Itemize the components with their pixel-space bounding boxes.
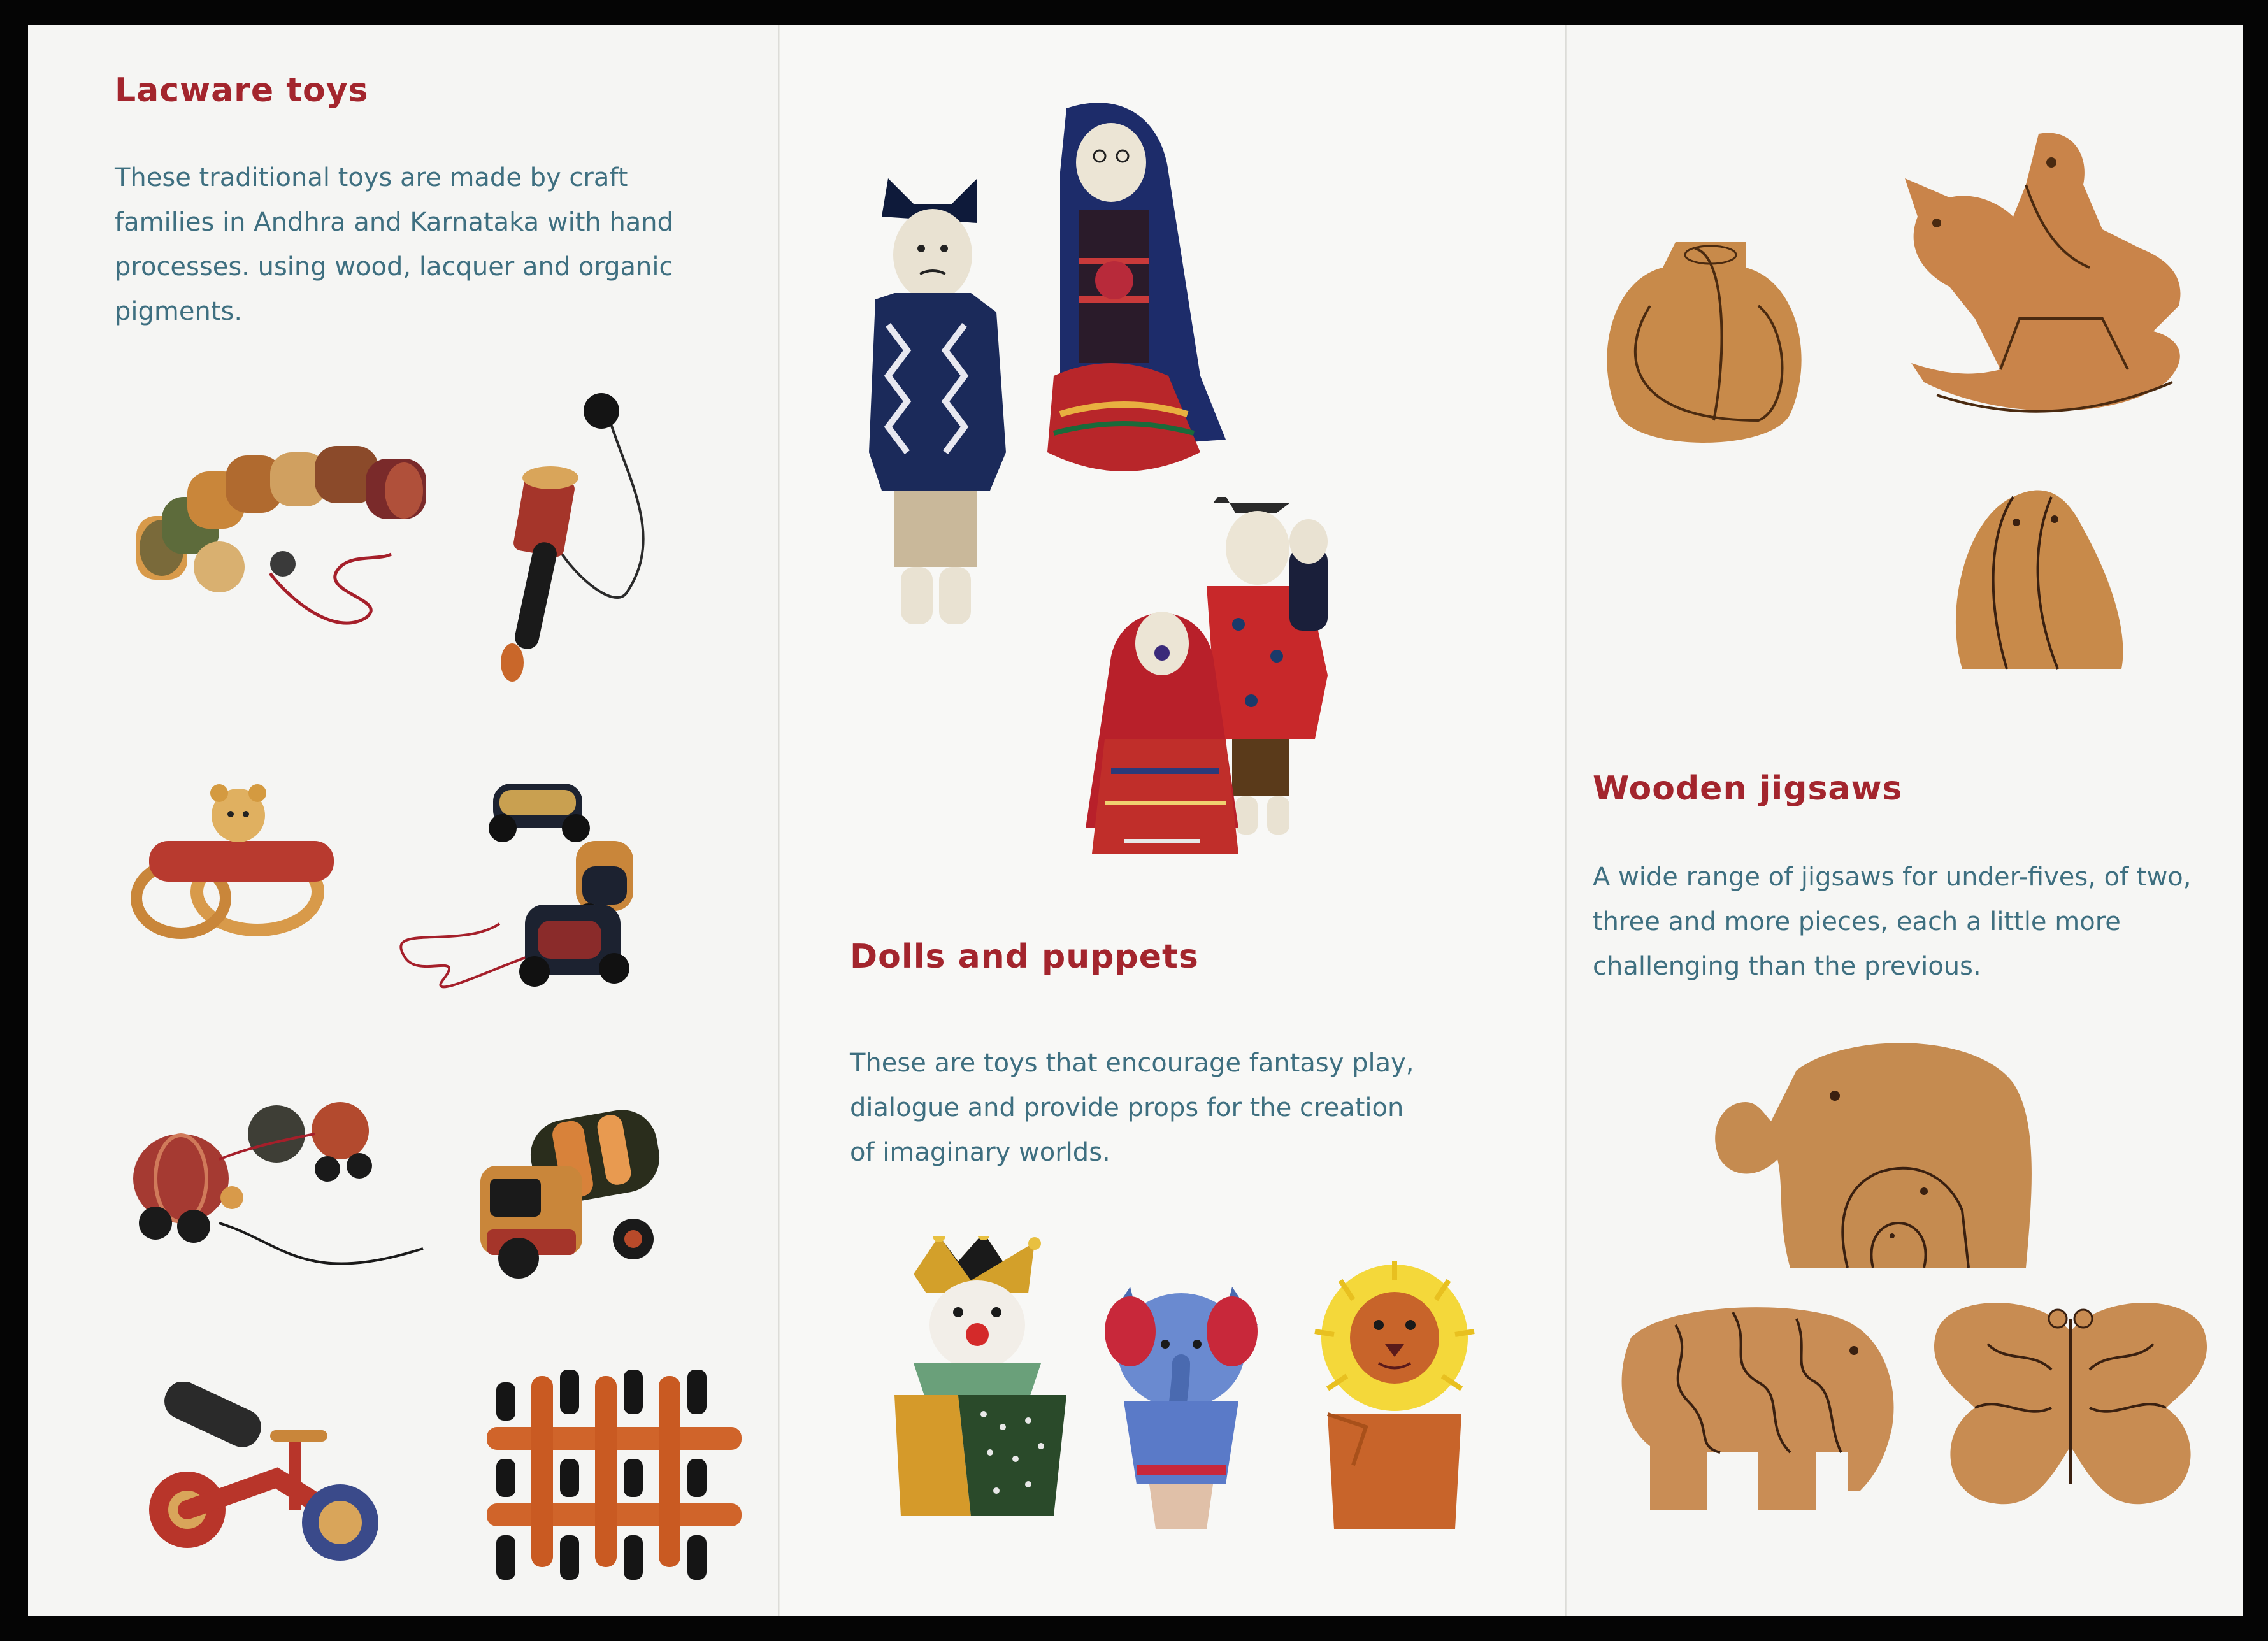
lacware-heading: Lacware toys — [115, 71, 369, 110]
train-pull-toy-image — [366, 758, 684, 1007]
elephant-family-jigsaw-image — [1707, 1032, 2039, 1274]
lacware-description — [115, 155, 673, 334]
panel-lacware-toys — [28, 25, 780, 1616]
lacware-line-3: processes. using wood, lacquer and organic — [115, 252, 673, 282]
jigsaws-line-2: three and more pieces, each a little more — [1593, 907, 2121, 936]
brochure — [28, 25, 2243, 1616]
turtle-toy-image — [124, 1096, 436, 1306]
jigsaws-description — [1593, 855, 2192, 989]
cup-and-ball-toy-image — [474, 382, 684, 682]
jester-puppet-image — [875, 1236, 1079, 1516]
dolls-line-2: dialogue and provide props for the creation — [850, 1093, 1404, 1122]
elephant-puzzle-jigsaw-image — [1605, 1300, 1898, 1516]
elephant-puppet-image — [1092, 1274, 1270, 1529]
panel-wooden-jigsaws — [1567, 25, 2243, 1616]
lacware-line-4: pigments. — [115, 297, 243, 326]
dolls-line-1: These are toys that encourage fantasy play, — [850, 1049, 1414, 1078]
peg-frame-toy-image — [474, 1357, 754, 1586]
bead-chain-toy-image — [124, 408, 461, 656]
pot-jigsaw-image — [1599, 229, 1809, 459]
dolls-heading: Dolls and puppets — [850, 938, 1199, 976]
lacware-line-1: These traditional toys are made by craft — [115, 163, 628, 192]
jigsaws-line-1: A wide range of jigsaws for under-fives, of two, — [1593, 863, 2192, 892]
lacware-line-2: families in Andhra and Karnataka with hand — [115, 208, 674, 237]
rocking-horse-jigsaw-image — [1898, 127, 2198, 427]
panel-dolls-and-puppets — [780, 25, 1567, 1616]
jigsaws-heading: Wooden jigsaws — [1593, 770, 1903, 808]
dolls-line-3: of imaginary worlds. — [850, 1138, 1110, 1167]
dolls-description — [850, 1041, 1414, 1175]
jigsaws-line-3: challenging than the previous. — [1593, 952, 1981, 981]
lion-puppet-image — [1302, 1261, 1487, 1529]
bear-ring-toy-image — [111, 771, 366, 962]
cloth-dolls-pair-image — [1086, 497, 1353, 885]
penguins-jigsaw-image — [1924, 478, 2128, 675]
butterfly-jigsaw-image — [1924, 1293, 2217, 1516]
truck-toy-image — [468, 1102, 678, 1293]
scooter-toy-image — [124, 1382, 404, 1573]
